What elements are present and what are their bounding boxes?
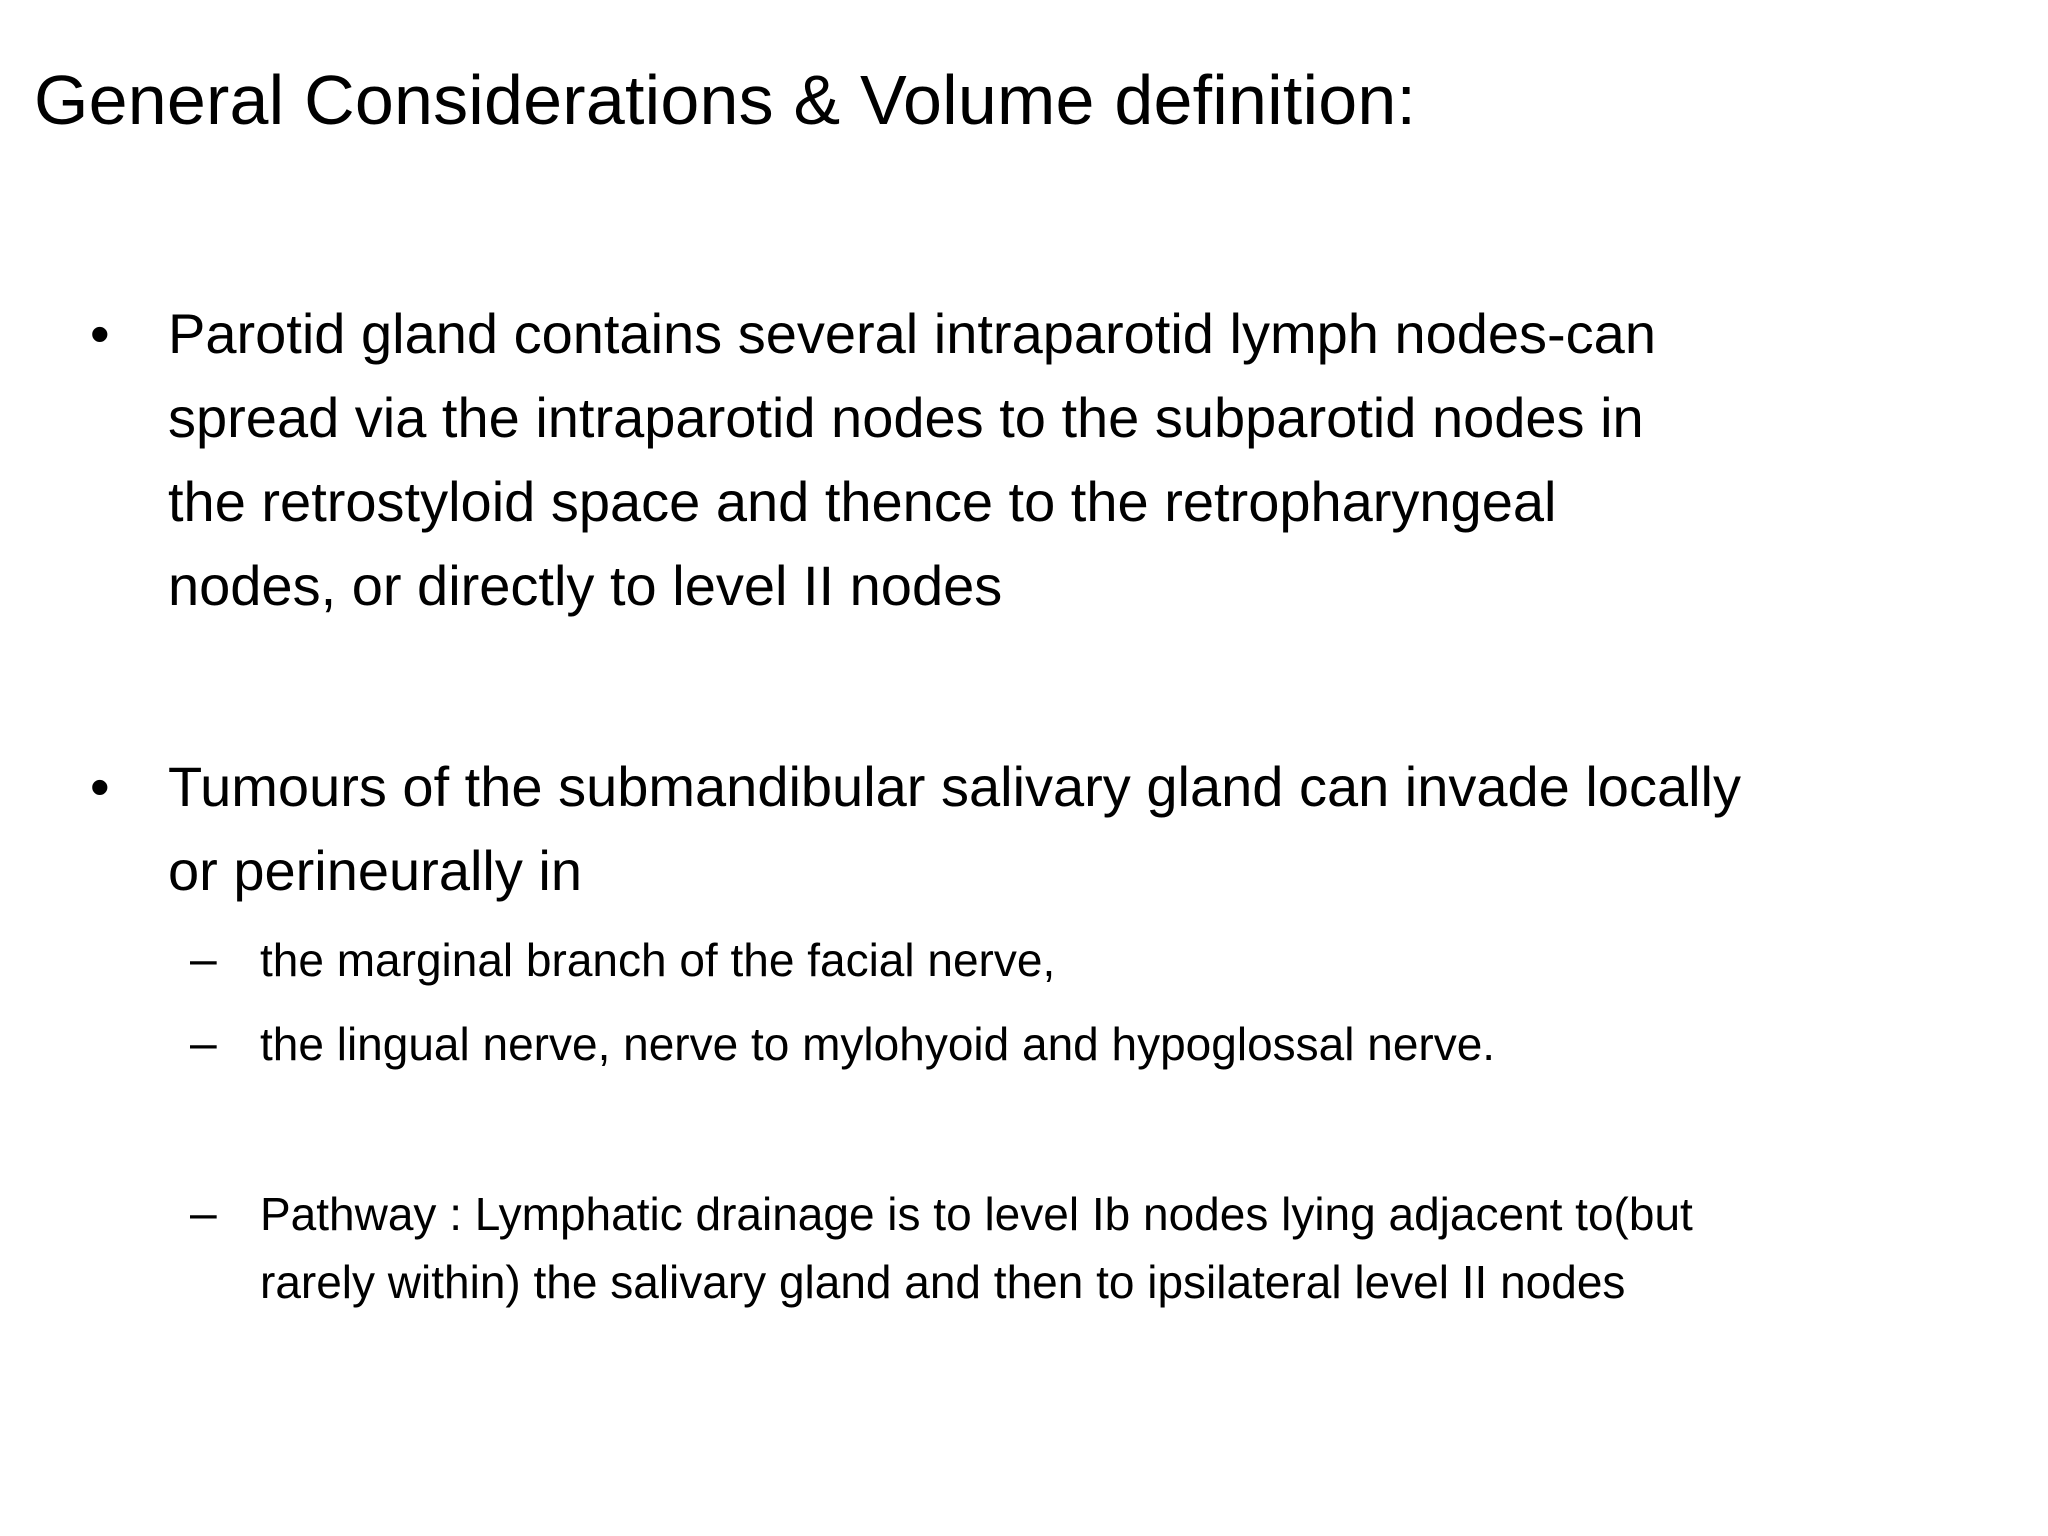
sub-item-marginal-branch — [260, 926, 1055, 994]
sub-item-line: rarely within) the salivary gland and then to ipsilateral level II nodes — [260, 1256, 1626, 1308]
bullet-line: Parotid gland contains several intraparotid lymph nodes-can — [168, 302, 1656, 365]
sub-bullet-marker: – — [190, 933, 217, 986]
bullet-item-parotid — [168, 292, 1968, 628]
bullet-line: spread via the intraparotid nodes to the subparotid nodes in — [168, 386, 1644, 449]
bullet-line: the retrostyloid space and thence to the retropharyngeal — [168, 470, 1557, 533]
sub-item-line: the lingual nerve, nerve to mylohyoid and hypoglossal nerve. — [260, 1018, 1496, 1070]
slide-title: General Considerations & Volume definition: — [34, 61, 1417, 139]
bullet-marker: • — [90, 302, 110, 365]
sub-item-line: the marginal branch of the facial nerve, — [260, 934, 1056, 986]
bullet-line: nodes, or directly to level II nodes — [168, 554, 1003, 617]
sub-item-line: Pathway : Lymphatic drainage is to level Ib nodes lying adjacent to(but — [260, 1188, 1693, 1240]
sub-bullet-marker: – — [190, 1017, 217, 1070]
sub-item-lingual-nerve — [260, 1010, 1495, 1078]
bullet-marker: • — [90, 755, 110, 818]
sub-bullet-marker: – — [190, 1187, 217, 1240]
bullet-item-submandibular — [168, 745, 1968, 913]
bullet-line: or perineurally in — [168, 839, 582, 902]
bullet-line: Tumours of the submandibular salivary gland can invade locally — [168, 755, 1741, 818]
sub-item-pathway — [260, 1180, 1693, 1316]
